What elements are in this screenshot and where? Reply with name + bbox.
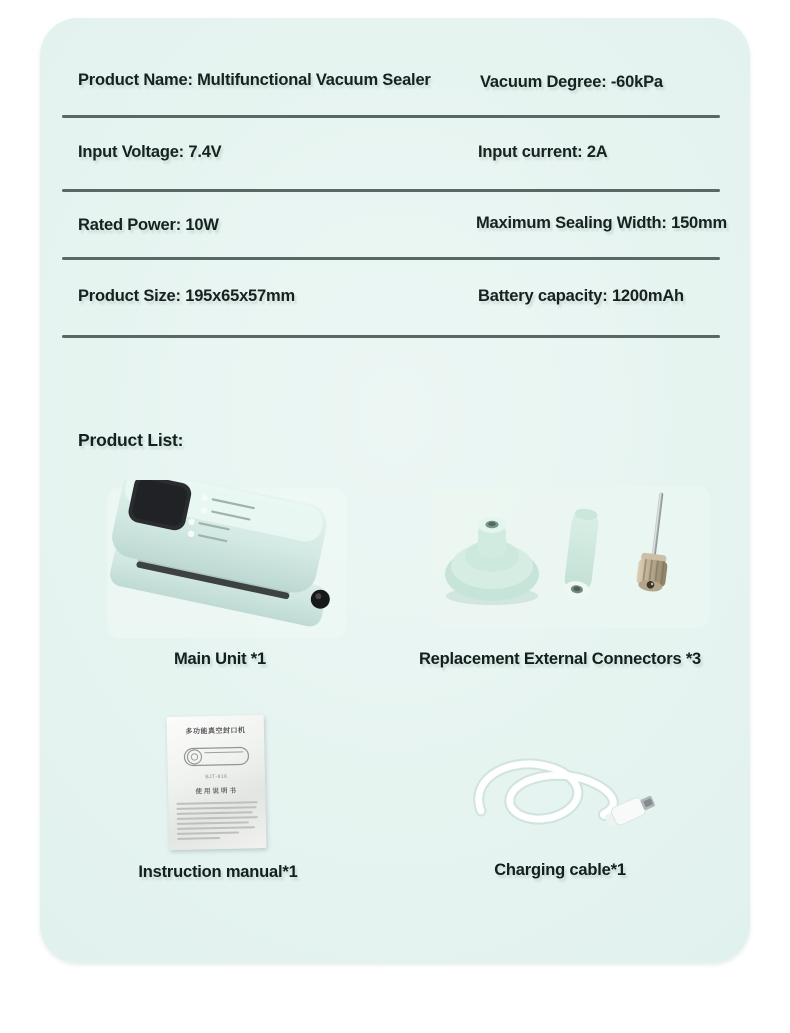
divider — [62, 257, 720, 260]
manual-device-sketch — [179, 739, 254, 773]
spec-product-size: Product Size: 195x65x57mm — [78, 287, 295, 305]
main-unit-label: Main Unit *1 — [173, 650, 267, 668]
spec-battery-capacity: Battery capacity: 1200mAh — [478, 287, 684, 305]
divider — [62, 335, 720, 338]
manual-title-text: 多功能真空封口机 — [185, 727, 246, 736]
spec-product-name: Product Name: Multifunctional Vacuum Sealer — [78, 71, 431, 89]
manual-model-text: BJT-816 — [205, 773, 228, 781]
connectors-label: Replacement External Connectors *3 — [418, 650, 702, 668]
cable-label: Charging cable*1 — [494, 861, 626, 879]
spec-vacuum-degree: Vacuum Degree: -60kPa — [480, 73, 663, 91]
cable-loops — [479, 764, 615, 819]
spec-input-current: Input current: 2A — [478, 143, 608, 161]
divider — [62, 189, 720, 192]
spec-sealing-width: Maximum Sealing Width: 150mm — [476, 214, 727, 232]
spec-input-voltage: Input Voltage: 7.4V — [78, 143, 222, 161]
spec-rated-power: Rated Power: 10W — [78, 216, 219, 234]
manual-label: Instruction manual*1 — [138, 863, 298, 881]
main-unit-image — [105, 480, 350, 645]
product-list-heading: Product List: — [78, 430, 184, 450]
instruction-manual-image — [167, 715, 267, 850]
connectors-image — [430, 482, 710, 632]
manual-paragraph-lines — [168, 801, 266, 840]
divider — [62, 115, 720, 118]
manual-subtitle-text: 使用说明书 — [195, 787, 239, 796]
charging-cable-image — [455, 745, 660, 855]
product-spec-card — [40, 18, 750, 963]
